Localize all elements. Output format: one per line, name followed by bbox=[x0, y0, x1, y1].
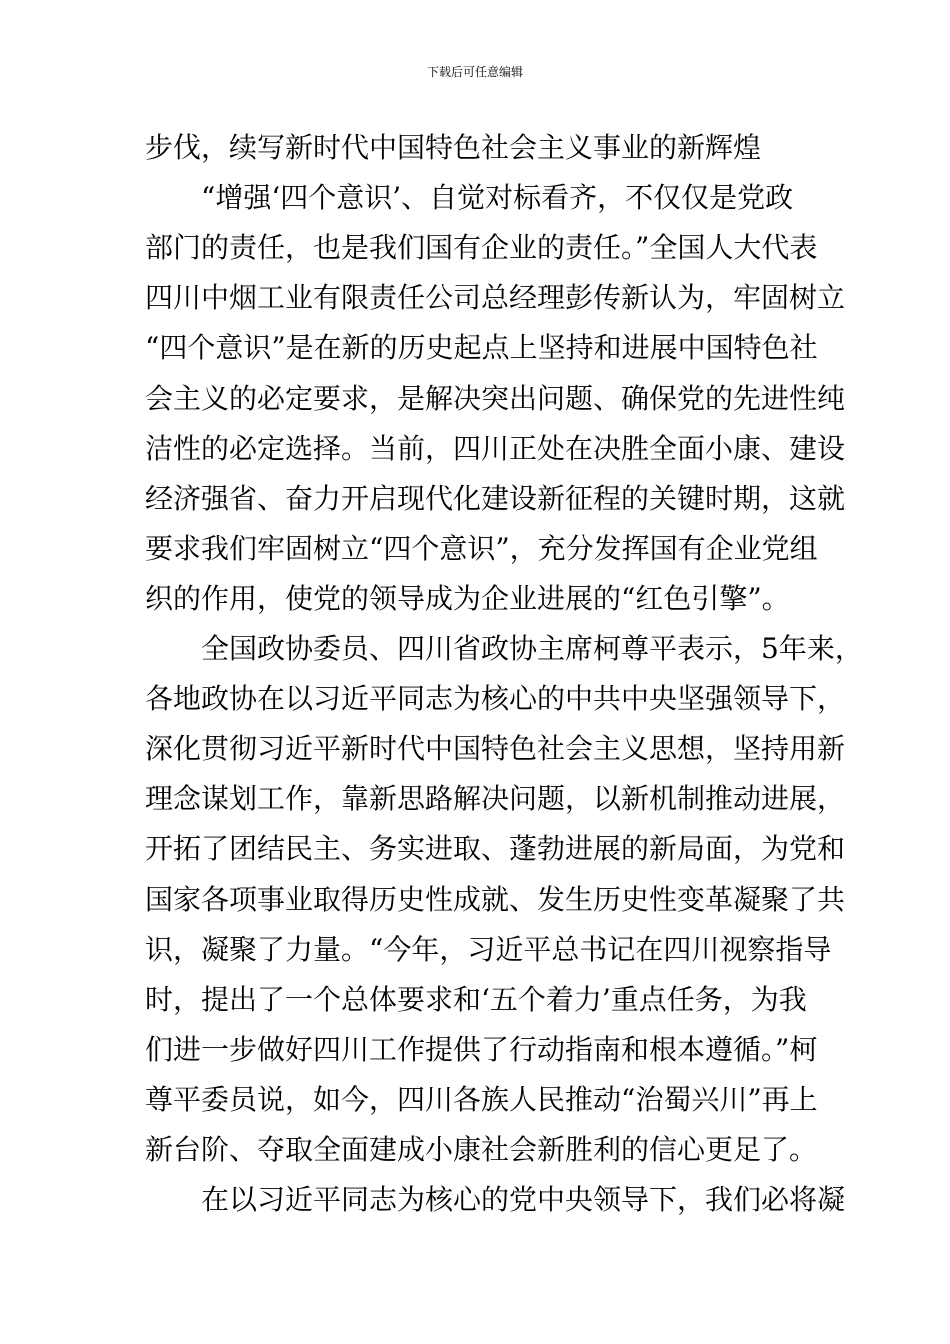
text-line: 识，凝聚了力量。“今年，习近平总书记在四川视察指导 bbox=[145, 933, 832, 966]
text-line: 时，提出了一个总体要求和‘五个着力’重点任务，为我 bbox=[145, 983, 807, 1016]
page-header: 下载后可任意编辑 bbox=[426, 65, 523, 79]
text-line: 部门的责任，也是我们国有企业的责任。”全国人大代表 bbox=[145, 231, 818, 264]
text-line: 在以习近平同志为核心的党中央领导下，我们必将凝 bbox=[145, 1183, 846, 1216]
text-line: 深化贯彻习近平新时代中国特色社会主义思想，坚持用新 bbox=[145, 732, 846, 765]
text-line: 四川中烟工业有限责任公司总经理彭传新认为，牢固树立 bbox=[145, 281, 846, 314]
text-line: “增强‘四个意识’、自觉对标看齐，不仅仅是党政 bbox=[145, 181, 794, 214]
text-line: 经济强省、奋力开启现代化建设新征程的关键时期，这就 bbox=[145, 482, 846, 515]
text-line: 尊平委员说，如今，四川各族人民推动“治蜀兴川”再上 bbox=[145, 1083, 818, 1116]
text-line: 会主义的必定要求，是解决突出问题、确保党的先进性纯 bbox=[145, 382, 846, 415]
text-line: 国家各项事业取得历史性成就、发生历史性变革凝聚了共 bbox=[145, 883, 846, 916]
text-line: 步伐，续写新时代中国特色社会主义事业的新辉煌 bbox=[145, 131, 762, 164]
text-line: 织的作用，使党的领导成为企业进展的“红色引擎”。 bbox=[145, 582, 790, 615]
text-line: “四个意识”是在新的历史起点上坚持和进展中国特色社 bbox=[145, 331, 818, 364]
text-line: 新台阶、夺取全面建成小康社会新胜利的信心更足了。 bbox=[145, 1133, 818, 1166]
text-line: 要求我们牢固树立“四个意识”，充分发挥国有企业党组 bbox=[145, 532, 818, 565]
text-line: 全国政协委员、四川省政协主席柯尊平表示，5年来， bbox=[145, 632, 863, 665]
text-line: 各地政协在以习近平同志为核心的中共中央坚强领导下， bbox=[145, 682, 846, 715]
text-line: 理念谋划工作，靠新思路解决问题，以新机制推动进展， bbox=[145, 782, 846, 815]
text-line: 洁性的必定选择。当前，四川正处在决胜全面小康、建设 bbox=[145, 432, 846, 465]
text-line: 们进一步做好四川工作提供了行动指南和根本遵循。”柯 bbox=[145, 1033, 818, 1066]
text-line: 开拓了团结民主、务实进取、蓬勃进展的新局面，为党和 bbox=[145, 832, 846, 865]
